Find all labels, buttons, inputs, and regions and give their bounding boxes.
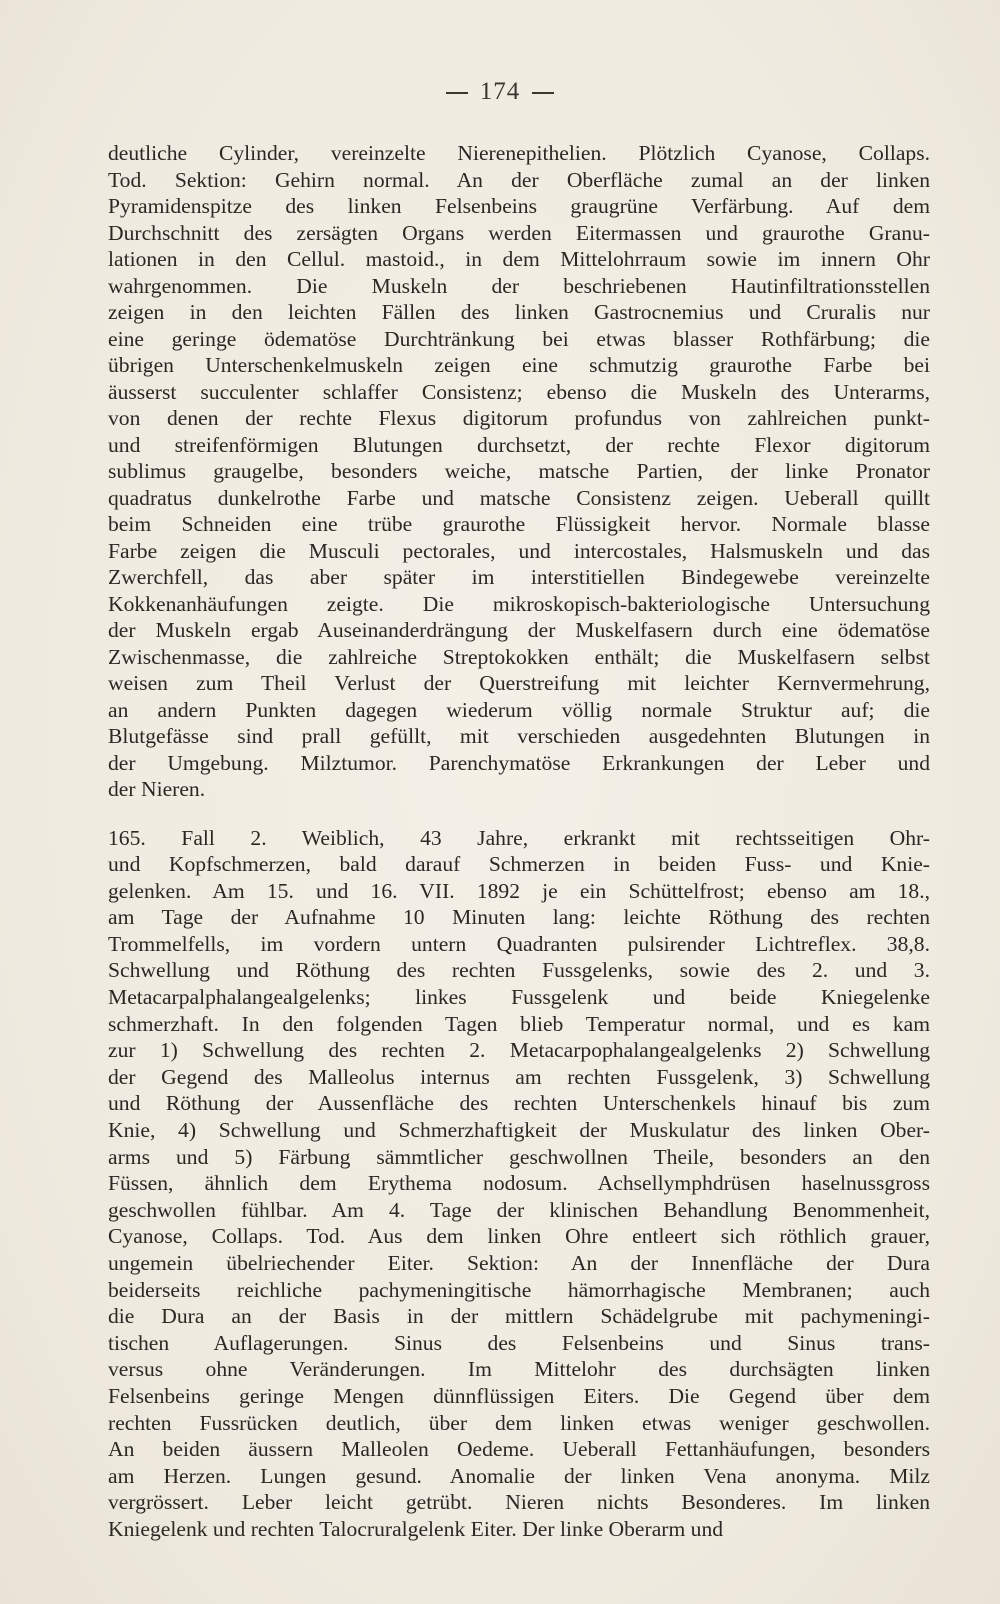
text-line: beim Schneiden eine trübe graurothe Flüssigkeit hervor. Normale blasse bbox=[108, 512, 930, 536]
header-dash-left bbox=[446, 92, 468, 94]
text-line: Knie, 4) Schwellung und Schmerzhaftigkeit der Muskulatur des linken Ober- bbox=[108, 1118, 930, 1143]
text-line: Durchschnitt des zersägten Organs werden Eitermassen und graurothe Granu- bbox=[108, 220, 930, 245]
text-line: von denen der rechte Flexus digitorum profundus von zahlreichen punkt- bbox=[108, 406, 930, 430]
page-body bbox=[108, 140, 930, 1543]
text-line: quadratus dunkelrothe Farbe und matsche Consistenz zeigen. Ueberall quillt bbox=[108, 485, 930, 510]
paragraph-case-164-continuation bbox=[108, 140, 930, 803]
text-line: der Muskeln ergab Auseinanderdrängung der Muskelfasern durch eine ödematöse bbox=[108, 618, 930, 642]
text-line: zeigen in den leichten Fällen des linken Gastrocnemius und Cruralis nur bbox=[108, 300, 930, 324]
text-line: sublimus graugelbe, besonders weiche, matsche Partien, der linke Pronator bbox=[108, 459, 930, 483]
text-line: Farbe zeigen die Musculi pectorales, und intercostales, Halsmuskeln und das bbox=[108, 538, 930, 563]
text-line: der Gegend des Malleolus internus am rechten Fussgelenk, 3) Schwellung bbox=[108, 1064, 930, 1089]
text-line: am Herzen. Lungen gesund. Anomalie der linken Vena anonyma. Milz bbox=[108, 1463, 930, 1488]
text-line: Füssen, ähnlich dem Erythema nodosum. Achsellymphdrüsen haselnussgross bbox=[108, 1171, 930, 1196]
text-line: Trommelfells, im vordern untern Quadranten pulsirender Lichtreflex. 38,8. bbox=[108, 931, 930, 956]
text-line: versus ohne Veränderungen. Im Mittelohr des durchsägten linken bbox=[108, 1357, 930, 1382]
text-line: gelenken. Am 15. und 16. VII. 1892 je ein Schüttelfrost; ebenso am 18., bbox=[108, 878, 930, 903]
text-line: Schwellung und Röthung des rechten Fussgelenks, sowie des 2. und 3. bbox=[108, 958, 930, 983]
text-line: Zwischenmasse, die zahlreiche Streptokokken enthält; die Muskelfasern selbst bbox=[108, 644, 930, 669]
paragraph-case-165 bbox=[108, 825, 930, 1543]
text-line: der Nieren. bbox=[108, 777, 206, 801]
text-line: 165. Fall 2. Weiblich, 43 Jahre, erkrankt mit rechtsseitigen Ohr- bbox=[108, 825, 930, 850]
text-line: vergrössert. Leber leicht getrübt. Nieren nichts Besonderes. Im linken bbox=[108, 1490, 930, 1515]
text-line: und Kopfschmerzen, bald darauf Schmerzen in beiden Fuss- und Knie- bbox=[108, 852, 930, 877]
text-line: lationen in den Cellul. mastoid., in dem Mittelohrraum sowie im innern Ohr bbox=[108, 247, 930, 271]
text-line: Kniegelenk und rechten Talocruralgelenk Eiter. Der linke Oberarm und bbox=[108, 1516, 724, 1541]
text-line: An beiden äussern Malleolen Oedeme. Ueberall Fettanhäufungen, besonders bbox=[108, 1437, 930, 1462]
text-line: Cyanose, Collaps. Tod. Aus dem linken Ohre entleert sich röthlich grauer, bbox=[108, 1224, 930, 1249]
text-line: eine geringe ödematöse Durchtränkung bei etwas blasser Rothfärbung; die bbox=[108, 326, 930, 351]
text-line: Tod. Sektion: Gehirn normal. An der Oberfläche zumal an der linken bbox=[108, 167, 930, 192]
text-line: rechten Fussrücken deutlich, über dem linken etwas weniger geschwollen. bbox=[108, 1410, 930, 1435]
page-number: 174 bbox=[479, 78, 521, 105]
text-line: weisen zum Theil Verlust der Querstreifung mit leichter Kernvermehrung, bbox=[108, 671, 930, 695]
text-line: äusserst succulenter schlaffer Consistenz; ebenso die Muskeln des Unterarms, bbox=[108, 379, 930, 404]
header-dash-right bbox=[532, 92, 554, 94]
paragraph-gap bbox=[108, 803, 930, 825]
page-header bbox=[0, 78, 1000, 106]
text-line: tischen Auflagerungen. Sinus des Felsenbeins und Sinus trans- bbox=[108, 1330, 930, 1355]
text-line: wahrgenommen. Die Muskeln der beschriebenen Hautinfiltrationsstellen bbox=[108, 273, 930, 298]
text-line: und streifenförmigen Blutungen durchsetzt, der rechte Flexor digitorum bbox=[108, 432, 930, 457]
text-line: schmerzhaft. In den folgenden Tagen blieb Temperatur normal, und es kam bbox=[108, 1011, 930, 1036]
text-line: Pyramidenspitze des linken Felsenbeins graugrüne Verfärbung. Auf dem bbox=[108, 194, 930, 218]
text-line: übrigen Unterschenkelmuskeln zeigen eine schmutzig graurothe Farbe bei bbox=[108, 353, 930, 377]
text-line: Kokkenanhäufungen zeigte. Die mikroskopisch-bakteriologische Untersuchung bbox=[108, 591, 930, 616]
text-line: deutliche Cylinder, vereinzelte Nierenepithelien. Plötzlich Cyanose, Collaps. bbox=[108, 141, 930, 165]
text-line: und Röthung der Aussenfläche des rechten Unterschenkels hinauf bis zum bbox=[108, 1091, 930, 1116]
text-line: Metacarpalphalangealgelenks; linkes Fussgelenk und beide Kniegelenke bbox=[108, 985, 930, 1010]
text-line: arms und 5) Färbung sämmtlicher geschwollnen Theile, besonders an den bbox=[108, 1144, 930, 1169]
text-line: an andern Punkten dagegen wiederum völlig normale Struktur auf; die bbox=[108, 697, 930, 722]
text-line: geschwollen fühlbar. Am 4. Tage der klinischen Behandlung Benommenheit, bbox=[108, 1197, 930, 1222]
text-line: beiderseits reichliche pachymeningitische hämorrhagische Membranen; auch bbox=[108, 1277, 930, 1302]
text-line: die Dura an der Basis in der mittlern Schädelgrube mit pachymeningi- bbox=[108, 1304, 930, 1329]
text-line: am Tage der Aufnahme 10 Minuten lang: leichte Röthung des rechten bbox=[108, 905, 930, 930]
text-line: ungemein übelriechender Eiter. Sektion: An der Innenfläche der Dura bbox=[108, 1251, 930, 1275]
text-line: Zwerchfell, das aber später im interstitiellen Bindegewebe vereinzelte bbox=[108, 565, 930, 589]
text-line: Blutgefässe sind prall gefüllt, mit verschieden ausgedehnten Blutungen in bbox=[108, 724, 930, 748]
text-line: der Umgebung. Milztumor. Parenchymatöse Erkrankungen der Leber und bbox=[108, 750, 930, 775]
text-line: Felsenbeins geringe Mengen dünnflüssigen Eiters. Die Gegend über dem bbox=[108, 1383, 930, 1408]
text-line: zur 1) Schwellung des rechten 2. Metacarpophalangealgelenks 2) Schwellung bbox=[108, 1038, 930, 1063]
